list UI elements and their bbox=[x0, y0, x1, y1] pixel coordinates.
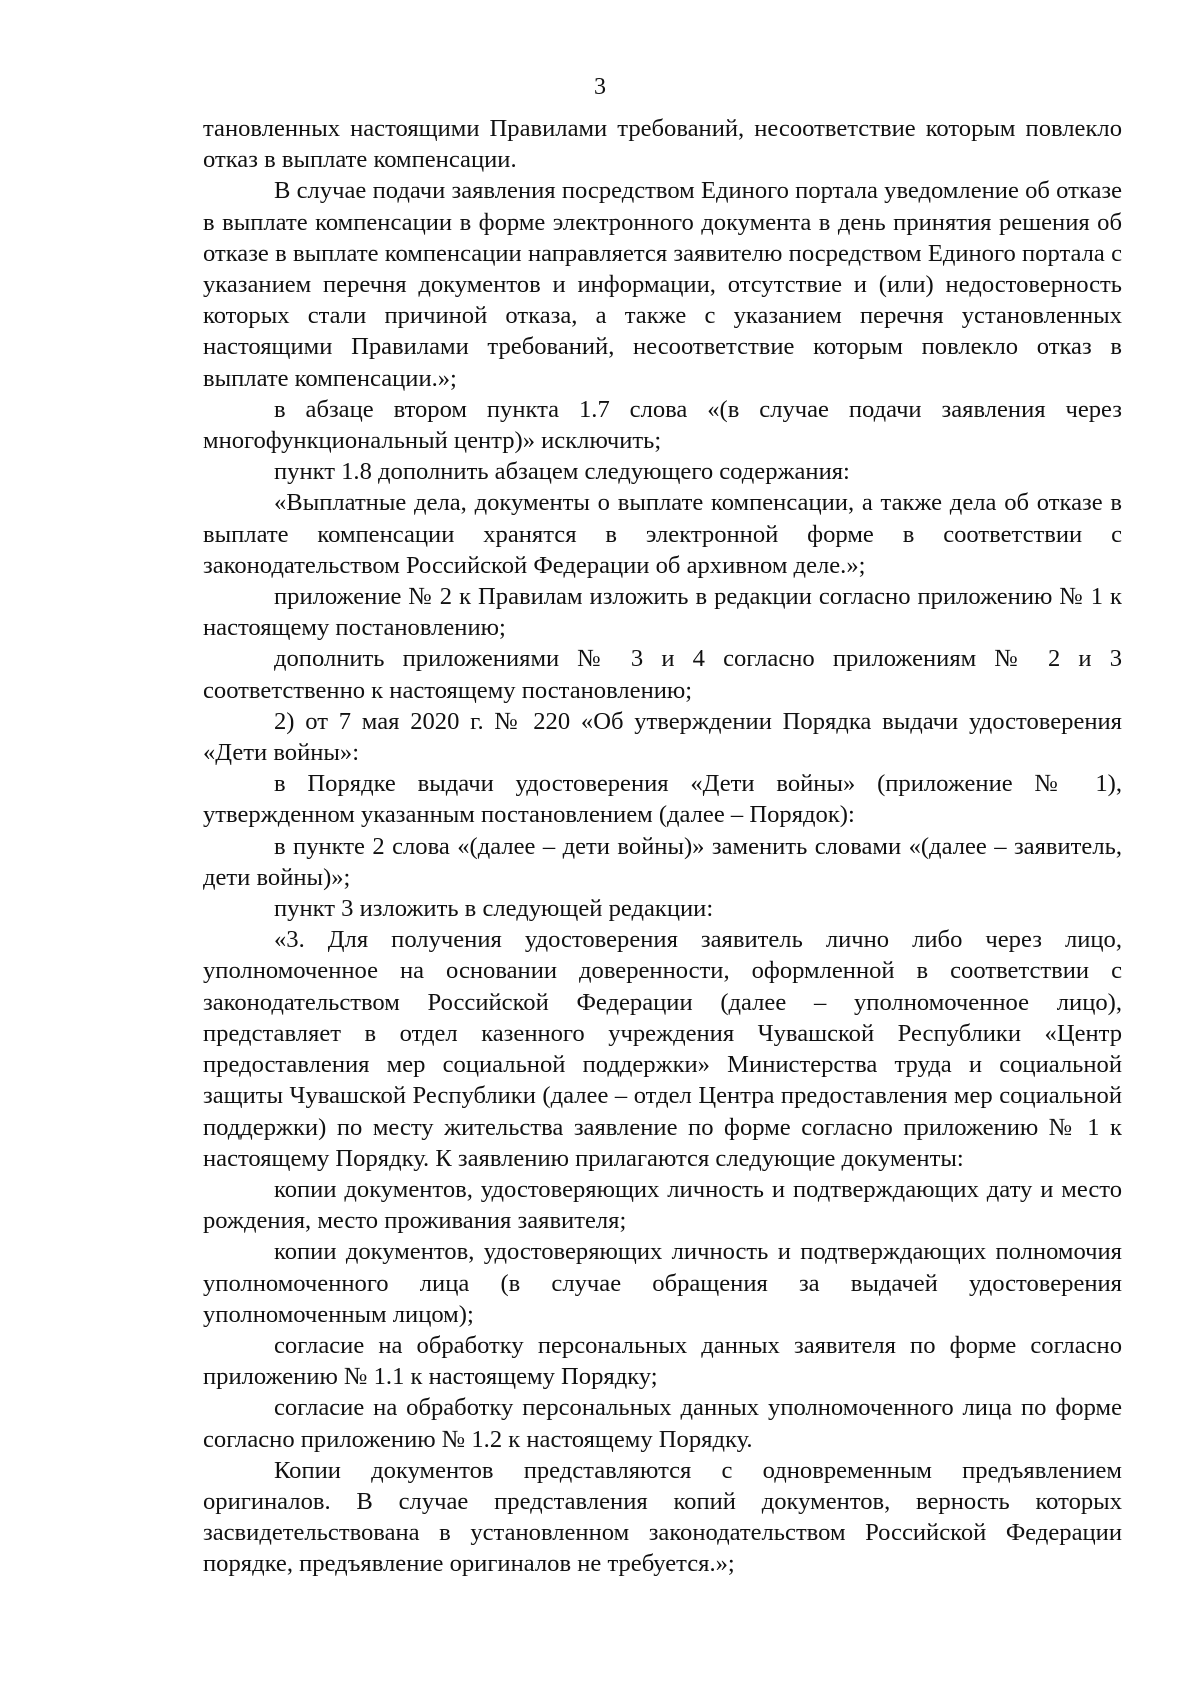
paragraph: копии документов, удостоверяющих личность и подтверждающих полномочия уполномоченного лица (в случае обращения за выдачей удостоверения уполномоченным лицом); bbox=[203, 1238, 1122, 1328]
paragraph: 2) от 7 мая 2020 г. № 220 «Об утверждении Порядка выдачи удостоверения «Дети войны»: bbox=[203, 707, 1122, 767]
paragraph: дополнить приложениями № 3 и 4 согласно приложениям № 2 и 3 соответственно к настоящему постановлению; bbox=[203, 645, 1122, 704]
paragraph: «Выплатные дела, документы о выплате компенсации, а также дела об отказе в выплате компенсации хранятся в электронной форме в соответствии с законодательством Российской Федерации об архивном деле.»; bbox=[203, 489, 1122, 579]
paragraph: в абзаце втором пункта 1.7 слова «(в случае подачи заявления через многофункциональный центр)» исключить; bbox=[203, 395, 1122, 455]
paragraph: В случае подачи заявления посредством Единого портала уведомление об отказе в выплате компенсации в форме электронного документа в день принятия решения об отказе в выплате компенсации направляется заявителю посредством Единого портала с указанием перечня документов и информации, отсутствие и (или) недостоверность которых стали причиной отказа, а также с указанием перечня установленных настоящими Правилами требований, несоответствие которым повлекло отказ в выплате компенсации.»; bbox=[203, 177, 1122, 392]
paragraph: в Порядке выдачи удостоверения «Дети войны» (приложение № 1), утвержденном указанным постановлением (далее – Порядок): bbox=[203, 770, 1122, 829]
paragraph: в пункте 2 слова «(далее – дети войны)» заменить словами «(далее – заявитель, дети войны)»; bbox=[203, 832, 1122, 891]
paragraph: «3. Для получения удостоверения заявитель лично либо через лицо, уполномоченное на основании доверенности, оформленной в соответствии с законодательством Российской Федерации (далее – уполномоченное лицо), представляет в отдел казенного учреждения Чувашской Республики «Центр предоставления мер социальной поддержки» Министерства труда и социальной защиты Чувашской Республики (далее – отдел Центра предоставления мер социальной поддержки) по месту жительства заявление по форме согласно приложению № 1 к настоящему Порядку. К заявлению прилагаются следующие документы: bbox=[203, 926, 1122, 1172]
paragraph: приложение № 2 к Правилам изложить в редакции согласно приложению № 1 к настоящему постановлению; bbox=[203, 583, 1122, 642]
paragraph: согласие на обработку персональных данных уполномоченного лица по форме согласно приложению № 1.2 к настоящему Порядку. bbox=[203, 1394, 1122, 1453]
paragraph: согласие на обработку персональных данных заявителя по форме согласно приложению № 1.1 к настоящему Порядку; bbox=[203, 1331, 1122, 1391]
page-number: 3 bbox=[594, 74, 606, 100]
paragraph: пункт 3 изложить в следующей редакции: bbox=[274, 895, 714, 923]
paragraph: Копии документов представляются с одновременным предъявлением оригиналов. В случае представления копий документов, верность которых засвидетельствована в установленном законодательством Российской Федерации порядке, предъявление оригиналов не требуется.»; bbox=[203, 1456, 1122, 1578]
paragraph: пункт 1.8 дополнить абзацем следующего содержания: bbox=[274, 458, 850, 486]
document-body bbox=[203, 113, 1122, 1580]
paragraph: тановленных настоящими Правилами требований, несоответствие которым повлекло отказ в выплате компенсации. bbox=[203, 115, 1122, 174]
paragraph: копии документов, удостоверяющих личность и подтверждающих дату и место рождения, место проживания заявителя; bbox=[203, 1175, 1122, 1235]
